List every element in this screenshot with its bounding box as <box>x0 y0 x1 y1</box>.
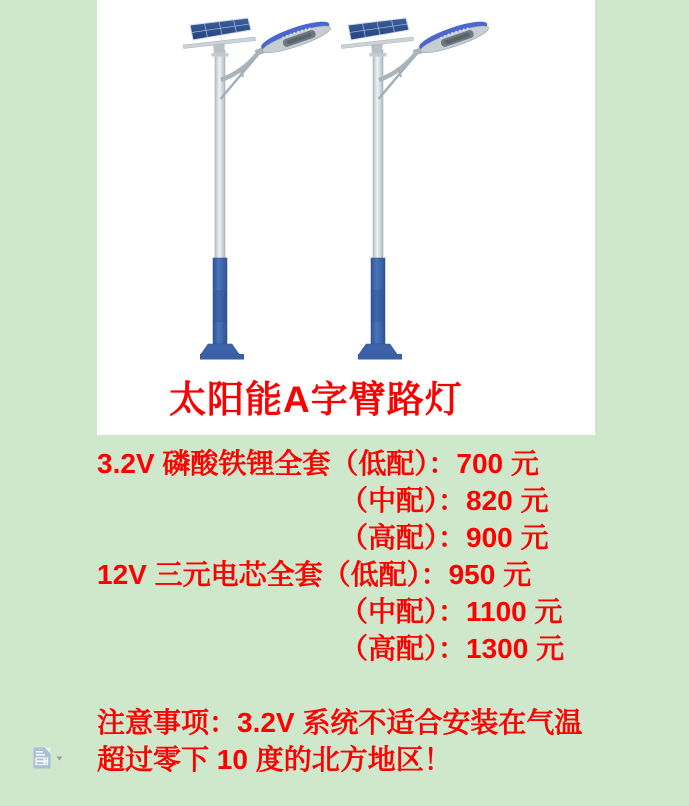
price-line-3v2-low: 3.2V 磷酸铁锂全套（低配）：700 元 <box>97 448 539 479</box>
chevron-down-icon <box>57 757 63 761</box>
warning-note <box>97 704 657 778</box>
price-line-12v-mid: （中配）：1100 元 <box>340 596 563 627</box>
price-line-3v2-high: （高配）：900 元 <box>340 522 549 553</box>
price-line-12v-high: （高配）：1300 元 <box>340 633 565 664</box>
note-line-2: 超过零下 10 度的北方地区！ <box>97 744 452 775</box>
price-line-3v2-mid: （中配）：820 元 <box>340 485 549 516</box>
note-line-1: 注意事项：3.2V 系统不适合安装在气温 <box>97 707 583 738</box>
street-light-left <box>183 16 333 359</box>
price-line-12v-low: 12V 三元电芯全套（低配）：950 元 <box>97 559 532 590</box>
street-light-right <box>341 16 491 359</box>
price-list <box>97 445 657 667</box>
product-photo[interactable] <box>97 0 595 435</box>
photo-caption: 太阳能A字臂路灯 <box>169 379 463 420</box>
paste-options-button[interactable] <box>30 744 70 774</box>
paste-options-icon <box>34 748 51 769</box>
